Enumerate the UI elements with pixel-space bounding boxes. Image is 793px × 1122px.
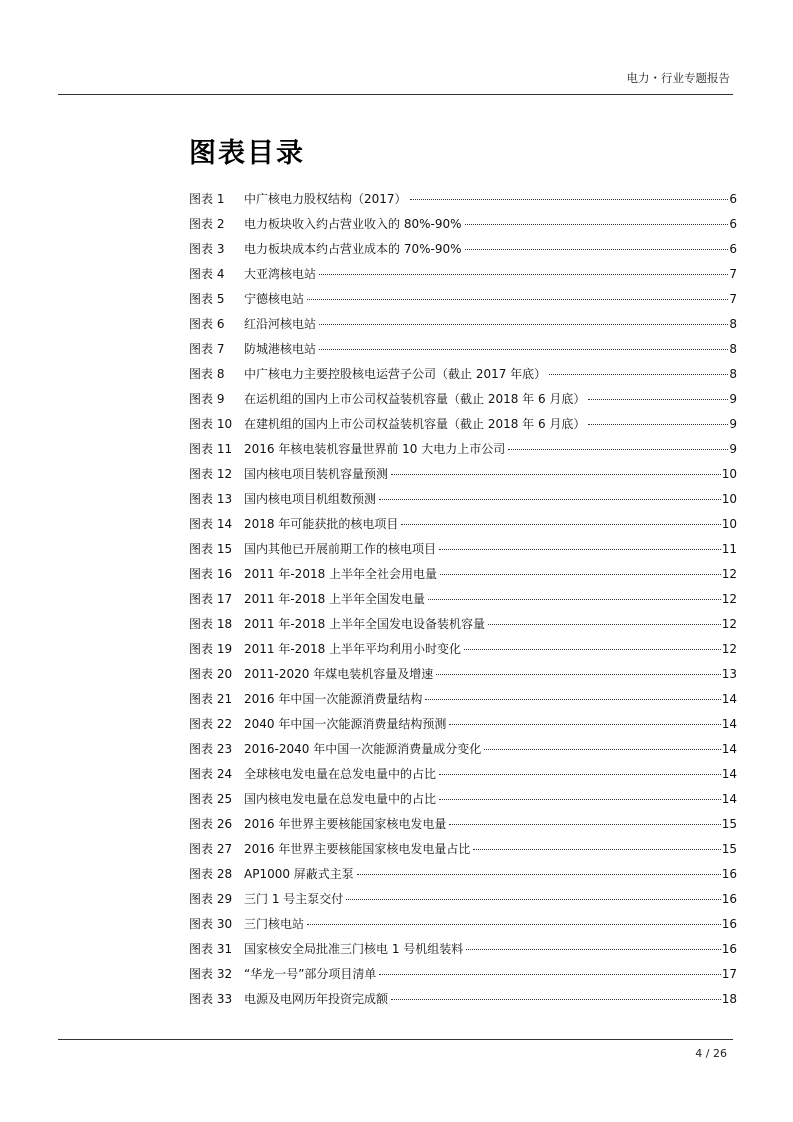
toc-entry[interactable] [189,414,737,439]
toc-entry-label: 图表 13 [189,492,233,506]
toc-entry-label: 图表 28 [189,867,233,881]
toc-entry-label: 图表 14 [189,517,233,531]
toc-entry[interactable] [189,364,737,389]
toc-entry-page-number[interactable]: 8 [729,317,737,331]
toc-entry-page-number[interactable]: 16 [721,892,737,906]
toc-entry-page-number[interactable]: 10 [721,492,737,506]
toc-entry-page-number[interactable]: 12 [721,617,737,631]
toc-entry-page-number[interactable]: 18 [721,992,737,1006]
toc-entry-title[interactable]: 2011 年-2018 上半年平均利用小时变化 [244,642,462,656]
toc-entry[interactable] [189,764,737,789]
toc-entry-page-number[interactable]: 13 [721,667,737,681]
toc-entry-title[interactable]: 2011-2020 年煤电装机容量及增速 [244,667,434,681]
toc-entry-label: 图表 32 [189,967,233,981]
toc-entry-label: 图表 22 [189,717,233,731]
toc-entry-page-number[interactable]: 9 [729,392,737,406]
toc-entry[interactable] [189,664,737,689]
toc-entry[interactable] [189,614,737,639]
toc-entry-label: 图表 8 [189,367,225,381]
toc-entry[interactable] [189,839,737,864]
toc-entry-page-number[interactable]: 6 [729,192,737,206]
toc-entry[interactable] [189,889,737,914]
toc-entry-page-number[interactable]: 14 [721,767,737,781]
toc-dot-leader [549,374,728,375]
toc-dot-leader [357,874,721,875]
toc-entry-title[interactable]: 国内核电项目机组数预测 [244,492,377,506]
toc-dot-leader [307,299,728,300]
page-number: 4 / 26 [695,1047,727,1060]
toc-entry-page-number[interactable]: 9 [729,442,737,456]
toc-entry-label: 图表 3 [189,242,225,256]
toc-entry-page-number[interactable]: 15 [721,817,737,831]
toc-entry-title[interactable]: 红沿河核电站 [244,317,317,331]
footer-divider [58,1039,733,1040]
toc-entry-page-number[interactable]: 16 [721,917,737,931]
toc-entry-page-number[interactable]: 15 [721,842,737,856]
toc-entry-page-number[interactable]: 17 [721,967,737,981]
header-divider [58,94,733,95]
toc-entry-title[interactable]: “华龙一号”部分项目清单 [244,967,377,981]
toc-entry-label: 图表 5 [189,292,225,306]
toc-entry-page-number[interactable]: 14 [721,692,737,706]
report-header-title: 电力・行业专题报告 [626,71,730,85]
toc-entry-label: 图表 16 [189,567,233,581]
toc-dot-leader [319,274,728,275]
toc-entry-page-number[interactable]: 10 [721,517,737,531]
toc-entry-title[interactable]: 宁德核电站 [244,292,305,306]
toc-entry-title[interactable]: 2011 年-2018 上半年全社会用电量 [244,567,438,581]
toc-entry[interactable] [189,214,737,239]
toc-entry-label: 图表 25 [189,792,233,806]
toc-entry-title[interactable]: 2011 年-2018 上半年全国发电设备装机容量 [244,617,486,631]
toc-entry-title[interactable]: 2016 年世界主要核能国家核电发电量 [244,817,447,831]
toc-entry-label: 图表 29 [189,892,233,906]
toc-entry-page-number[interactable]: 9 [729,417,737,431]
toc-dot-leader [401,524,720,525]
toc-entry[interactable] [189,389,737,414]
toc-dot-leader [464,649,721,650]
toc-entry-page-number[interactable]: 12 [721,592,737,606]
toc-entry-title[interactable]: 防城港核电站 [244,342,317,356]
toc-entry-label: 图表 30 [189,917,233,931]
toc-entry-title[interactable]: 2016-2040 年中国一次能源消费量成分变化 [244,742,482,756]
toc-entry-title[interactable]: 三门 1 号主泵交付 [244,892,344,906]
toc-entry[interactable] [189,564,737,589]
toc-entry-title[interactable]: 电力板块收入约占营业收入的 80%-90% [244,217,462,231]
toc-entry-title[interactable]: 在建机组的国内上市公司权益装机容量（截止 2018 年 6 月底） [244,417,586,431]
toc-dot-leader [465,224,729,225]
toc-entry-title[interactable]: 2016 年核电装机容量世界前 10 大电力上市公司 [244,442,506,456]
toc-entry-label: 图表 2 [189,217,225,231]
toc-entry-title[interactable]: 电力板块成本约占营业成本的 70%-90% [244,242,462,256]
toc-entry[interactable] [189,539,737,564]
toc-entry-label: 图表 12 [189,467,233,481]
toc-entry-label: 图表 6 [189,317,225,331]
toc-entry-page-number[interactable]: 14 [721,717,737,731]
toc-entry-title[interactable]: 中广核电力股权结构（2017） [244,192,407,206]
toc-entry[interactable] [189,789,737,814]
toc-dot-leader [484,749,720,750]
page-title: 图表目录 [189,138,305,169]
toc-dot-leader [391,474,721,475]
toc-entry[interactable] [189,714,737,739]
toc-entry-page-number[interactable]: 14 [721,792,737,806]
toc-dot-leader [439,549,721,550]
toc-entry-label: 图表 20 [189,667,233,681]
toc-dot-leader [465,249,729,250]
toc-dot-leader [436,674,720,675]
toc-entry-title[interactable]: 国家核安全局批准三门核电 1 号机组装料 [244,942,464,956]
toc-dot-leader [588,399,728,400]
toc-entry-title[interactable]: 全球核电发电量在总发电量中的占比 [244,767,437,781]
toc-entry-label: 图表 31 [189,942,233,956]
toc-entry-page-number[interactable]: 8 [729,342,737,356]
toc-dot-leader [307,924,721,925]
toc-entry-label: 图表 11 [189,442,233,456]
toc-entry-page-number[interactable]: 6 [729,217,737,231]
toc-dot-leader [449,724,720,725]
toc-entry-page-number[interactable]: 16 [721,867,737,881]
toc-entry[interactable] [189,314,737,339]
toc-entry-title[interactable]: 国内核电发电量在总发电量中的占比 [244,792,437,806]
toc-entry-title[interactable]: 电源及电网历年投资完成额 [244,992,389,1006]
toc-dot-leader [449,824,720,825]
toc-dot-leader [440,574,721,575]
toc-entry[interactable] [189,964,737,989]
toc-entry[interactable] [189,689,737,714]
toc-dot-leader [466,949,720,950]
toc-entry-title[interactable]: 2011 年-2018 上半年全国发电量 [244,592,426,606]
toc-entry-page-number[interactable]: 14 [721,742,737,756]
toc-dot-leader [425,699,720,700]
toc-entry[interactable] [189,339,737,364]
table-of-figures [189,189,737,1014]
toc-entry-title[interactable]: 2016 年世界主要核能国家核电发电量占比 [244,842,471,856]
toc-entry-title[interactable]: 2016 年中国一次能源消费量结构 [244,692,423,706]
toc-dot-leader [473,849,720,850]
toc-entry-page-number[interactable]: 16 [721,942,737,956]
toc-dot-leader [379,974,720,975]
toc-entry-title[interactable]: 三门核电站 [244,917,305,931]
toc-entry-label: 图表 9 [189,392,225,406]
toc-dot-leader [391,999,721,1000]
toc-entry[interactable] [189,939,737,964]
toc-dot-leader [319,324,728,325]
toc-dot-leader [439,774,721,775]
toc-entry[interactable] [189,514,737,539]
toc-entry-page-number[interactable]: 6 [729,242,737,256]
toc-dot-leader [379,499,721,500]
toc-entry-label: 图表 23 [189,742,233,756]
toc-dot-leader [410,199,729,200]
toc-entry-label: 图表 24 [189,767,233,781]
toc-entry-label: 图表 21 [189,692,233,706]
toc-entry-page-number[interactable]: 12 [721,642,737,656]
toc-entry-page-number[interactable]: 8 [729,367,737,381]
toc-dot-leader [428,599,721,600]
toc-entry-title[interactable]: 国内核电项目装机容量预测 [244,467,389,481]
toc-entry-label: 图表 33 [189,992,233,1006]
toc-entry-label: 图表 26 [189,817,233,831]
toc-entry[interactable] [189,289,737,314]
toc-entry-label: 图表 18 [189,617,233,631]
toc-entry-page-number[interactable]: 11 [721,542,737,556]
toc-entry[interactable] [189,914,737,939]
toc-entry[interactable] [189,239,737,264]
toc-entry-title[interactable]: 中广核电力主要控股核电运营子公司（截止 2017 年底） [244,367,547,381]
toc-entry-title[interactable]: 2018 年可能获批的核电项目 [244,517,399,531]
toc-entry[interactable] [189,489,737,514]
toc-entry-page-number[interactable]: 7 [729,292,737,306]
toc-dot-leader [488,624,721,625]
toc-entry-label: 图表 10 [189,417,233,431]
toc-dot-leader [439,799,721,800]
toc-entry-label: 图表 4 [189,267,225,281]
toc-entry-label: 图表 27 [189,842,233,856]
toc-entry-label: 图表 7 [189,342,225,356]
toc-entry[interactable] [189,589,737,614]
toc-entry[interactable] [189,864,737,889]
toc-entry-page-number[interactable]: 7 [729,267,737,281]
toc-entry[interactable] [189,264,737,289]
toc-entry[interactable] [189,989,737,1014]
toc-entry-label: 图表 15 [189,542,233,556]
toc-entry-page-number[interactable]: 12 [721,567,737,581]
toc-entry-label: 图表 1 [189,192,225,206]
toc-entry[interactable] [189,464,737,489]
toc-entry-title[interactable]: 2040 年中国一次能源消费量结构预测 [244,717,447,731]
toc-entry[interactable] [189,189,737,214]
toc-entry[interactable] [189,814,737,839]
toc-dot-leader [508,449,728,450]
toc-entry-title[interactable]: 大亚湾核电站 [244,267,317,281]
toc-entry[interactable] [189,639,737,664]
toc-dot-leader [319,349,728,350]
toc-entry-label: 图表 17 [189,592,233,606]
toc-entry-page-number[interactable]: 10 [721,467,737,481]
toc-entry-title[interactable]: AP1000 屏蔽式主泵 [244,867,354,881]
toc-dot-leader [346,899,720,900]
toc-entry-title[interactable]: 国内其他已开展前期工作的核电项目 [244,542,437,556]
toc-entry[interactable] [189,739,737,764]
toc-entry[interactable] [189,439,737,464]
toc-entry-label: 图表 19 [189,642,233,656]
toc-dot-leader [588,424,728,425]
toc-entry-title[interactable]: 在运机组的国内上市公司权益装机容量（截止 2018 年 6 月底） [244,392,586,406]
